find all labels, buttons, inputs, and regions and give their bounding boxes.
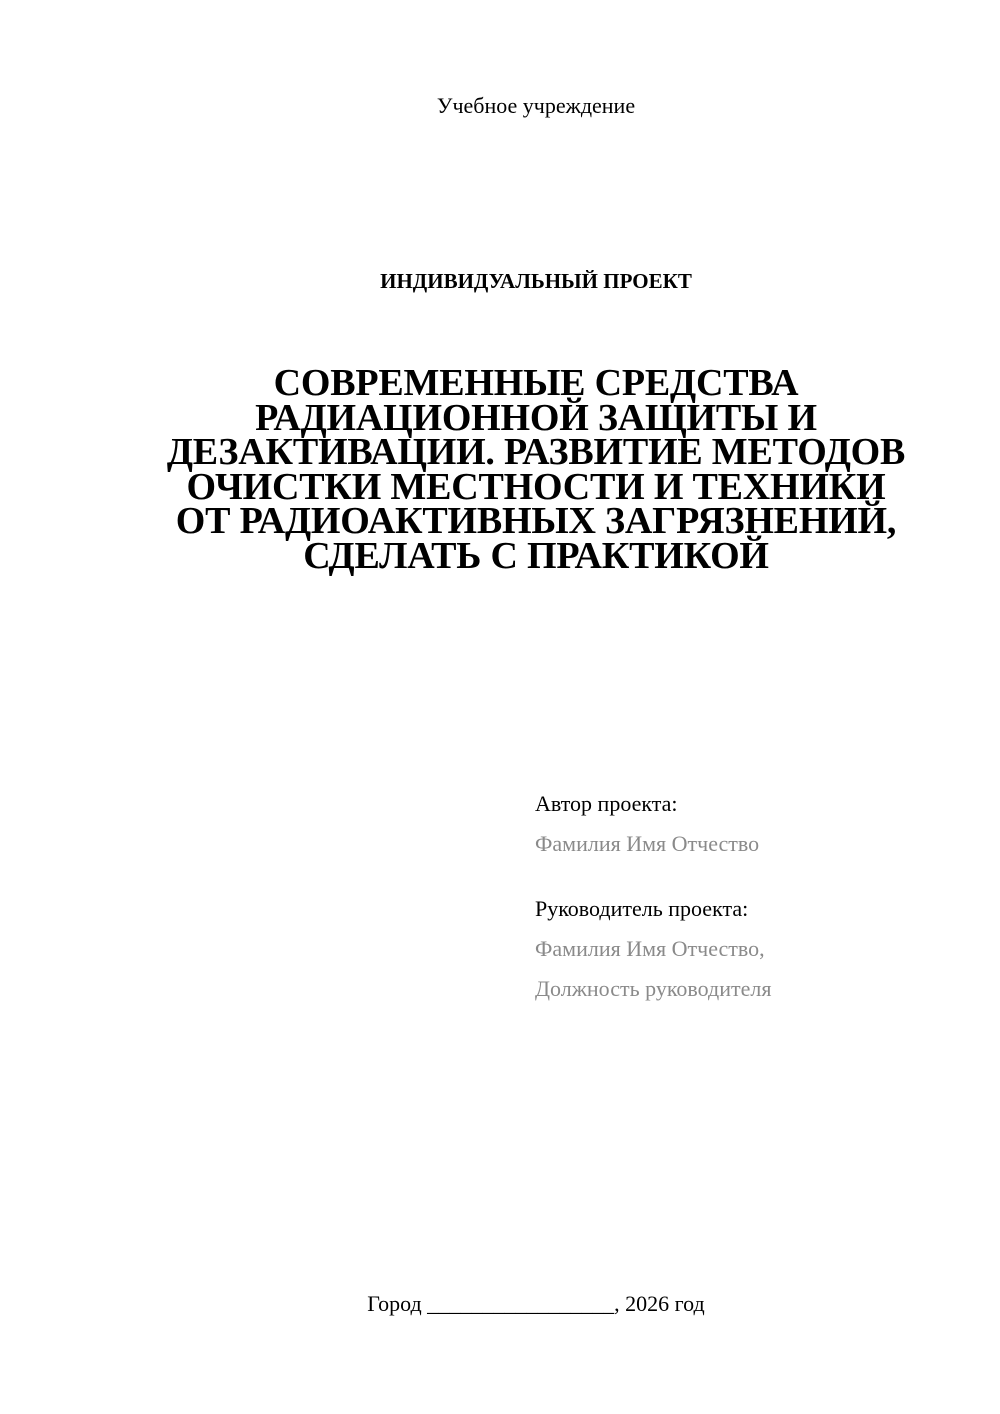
- project-title-line: ОЧИСТКИ МЕСТНОСТИ И ТЕХНИКИ: [186, 465, 886, 508]
- project-title-line: ОТ РАДИОАКТИВНЫХ ЗАГРЯЗНЕНИЙ,: [175, 500, 897, 542]
- document-type: ИНДИВИДУАЛЬНЫЙ ПРОЕКТ: [380, 269, 692, 293]
- author-label: Автор проекта:: [535, 791, 678, 816]
- supervisor-label: Руководитель проекта:: [535, 896, 749, 921]
- project-title: [120, 362, 952, 577]
- project-title-line: РАДИАЦИОННОЙ ЗАЩИТЫ И: [255, 396, 817, 439]
- city-year-line: Город _________________, 2026 год: [367, 1291, 705, 1316]
- supervisor-name: Фамилия Имя Отчество,: [535, 936, 765, 961]
- author-block: [535, 790, 955, 858]
- supervisor-block: [535, 895, 955, 1003]
- project-title-line: ДЕЗАКТИВАЦИИ. РАЗВИТИЕ МЕТОДОВ: [166, 431, 906, 473]
- author-name: Фамилия Имя Отчество: [535, 831, 760, 856]
- project-title-line: СДЕЛАТЬ С ПРАКТИКОЙ: [303, 534, 769, 577]
- project-title-line: СОВРЕМЕННЫЕ СРЕДСТВА: [273, 362, 799, 404]
- supervisor-position: Должность руководителя: [535, 976, 772, 1001]
- institution-name: Учебное учреждение: [436, 93, 636, 118]
